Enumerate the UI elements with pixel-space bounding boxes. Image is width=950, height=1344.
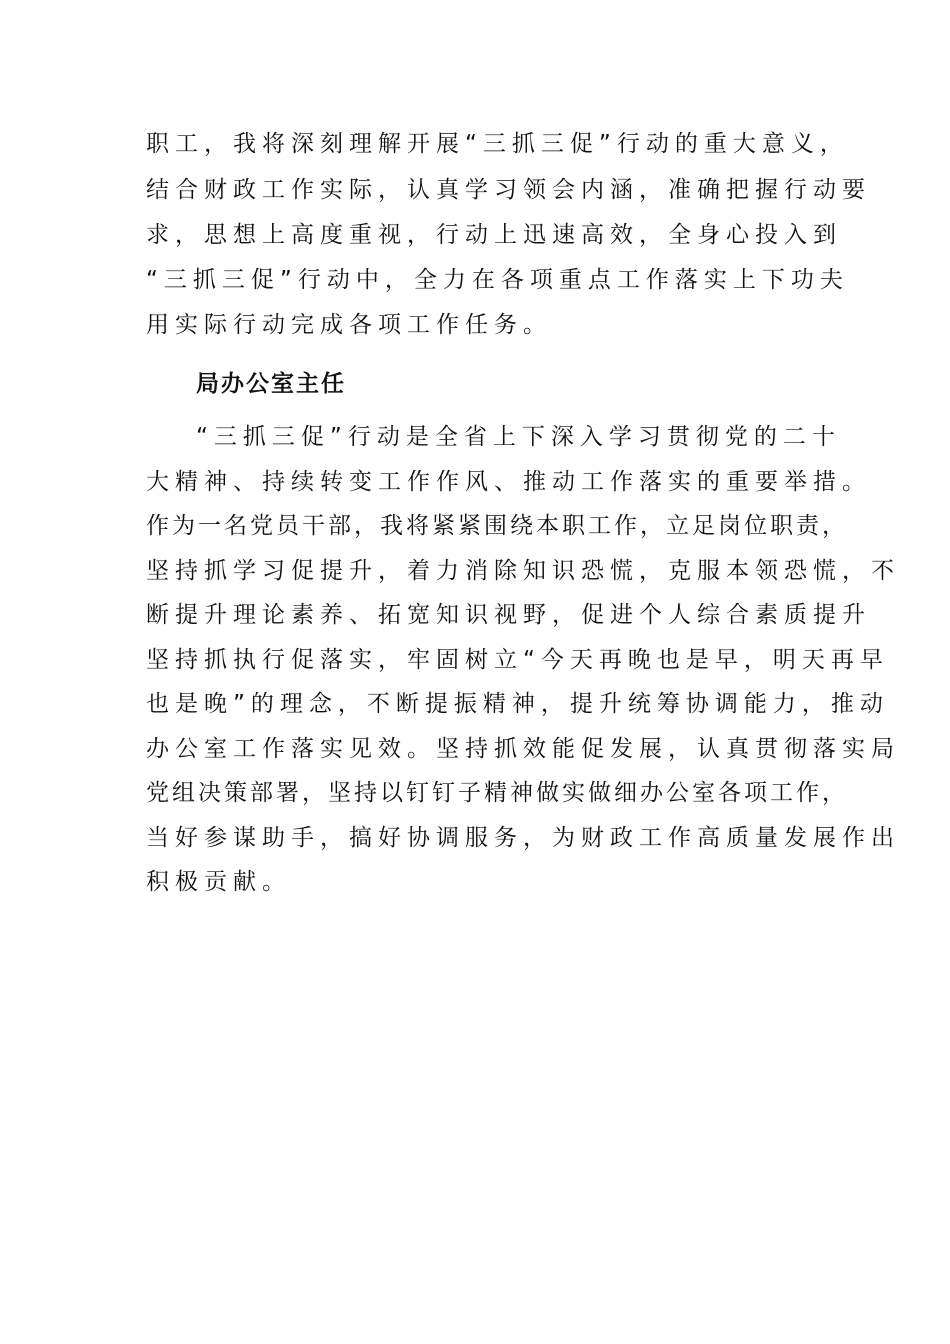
para2-line-9: 党组决策部署，坚持以钉钉子精神做实做细办公室各项工作，: [146, 780, 848, 806]
section-heading: 局办公室主任: [196, 371, 346, 397]
para1-line-3: 求，思想上高度重视，行动上迅速高效，全身心投入到: [146, 222, 842, 248]
para2-line-8: 办公室工作落实见效。坚持抓效能促发展，认真贯彻落实局: [146, 736, 900, 762]
para2-line-7: 也是晚”的理念，不断提振精神，提升统筹协调能力，推动: [146, 691, 889, 717]
para1-line-4: “三抓三促”行动中，全力在各项重点工作落实上下功夫: [146, 267, 849, 293]
para2-line-6: 坚持抓执行促落实，牢固树立“今天再晚也是早，明天再早: [146, 647, 889, 673]
para2-line-11: 积极贡献。: [146, 869, 291, 895]
para2-line-4: 坚持抓学习促提升，着力消除知识恐慌，克服本领恐慌，不: [146, 558, 900, 584]
para2-line-5: 断提升理论素养、拓宽知识视野，促进个人综合素质提升: [146, 602, 871, 628]
para2-line-1: “三抓三促”行动是全省上下深入学习贯彻党的二十: [196, 424, 841, 450]
para2-line-2: 大精神、持续转变工作作风、推动工作落实的重要举措。: [146, 469, 871, 495]
para2-line-10: 当好参谋助手，搞好协调服务，为财政工作高质量发展作出: [146, 825, 900, 851]
para1-line-2: 结合财政工作实际，认真学习领会内涵，准确把握行动要: [146, 177, 871, 203]
para1-line-1: 职工，我将深刻理解开展“三抓三促”行动的重大意义，: [146, 131, 849, 157]
para1-line-5: 用实际行动完成各项工作任务。: [146, 312, 552, 338]
para2-line-3: 作为一名党员干部，我将紧紧围绕本职工作，立足岗位职责，: [146, 513, 848, 539]
